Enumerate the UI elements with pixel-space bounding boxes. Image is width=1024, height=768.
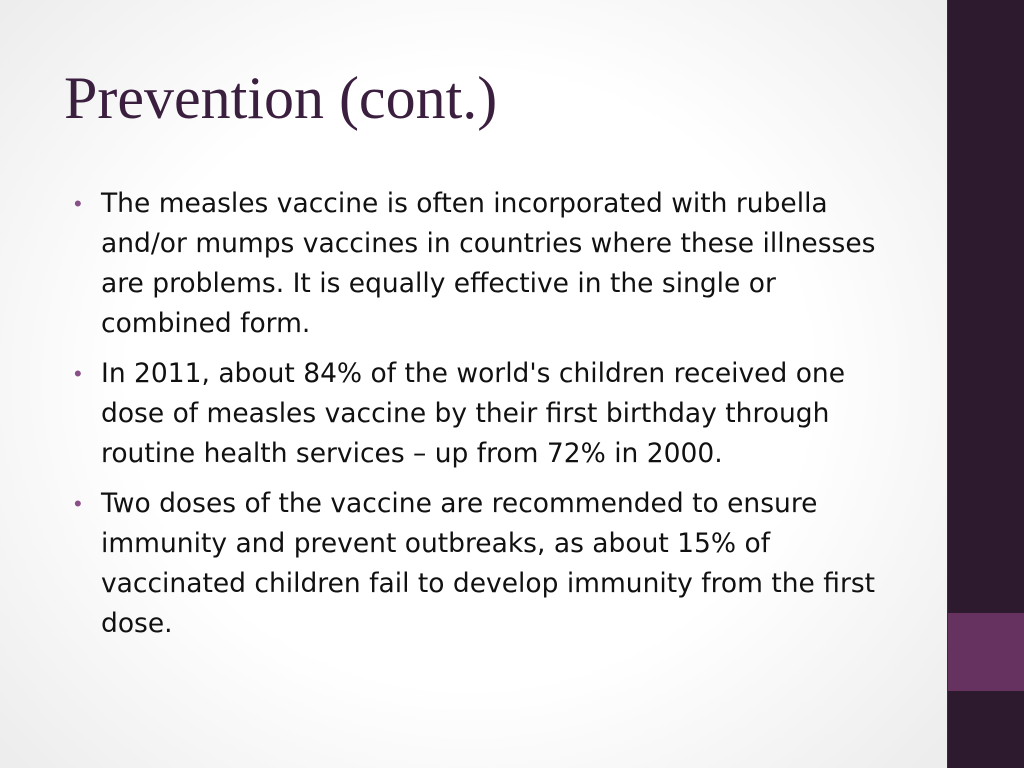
bullet-text: Two doses of the vaccine are recommended to ensure immunity and prevent outbreaks, as about 15% of vaccinated children fail to develop immunity from the first dose. — [101, 488, 876, 639]
bullet-item-3 — [74, 484, 894, 644]
bullet-text: In 2011, about 84% of the world's children received one dose of measles vaccine by their first birthday through routine health services – up from 72% in 2000. — [101, 358, 846, 469]
bullet-dot-icon: • — [74, 191, 82, 216]
bullet-dot-icon: • — [74, 361, 82, 386]
bullet-text: The measles vaccine is often incorporated with rubella and/or mumps vaccines in countries where these illnesses are problems. It is equally effective in the single or combined form. — [101, 188, 876, 339]
sidebar-accent-block — [948, 613, 1024, 691]
slide-title: Prevention (cont.) — [64, 65, 498, 131]
bullet-list — [74, 184, 894, 654]
bullet-dot-icon: • — [74, 491, 82, 516]
bullet-item-2 — [74, 354, 894, 474]
bullet-item-1 — [74, 184, 894, 344]
